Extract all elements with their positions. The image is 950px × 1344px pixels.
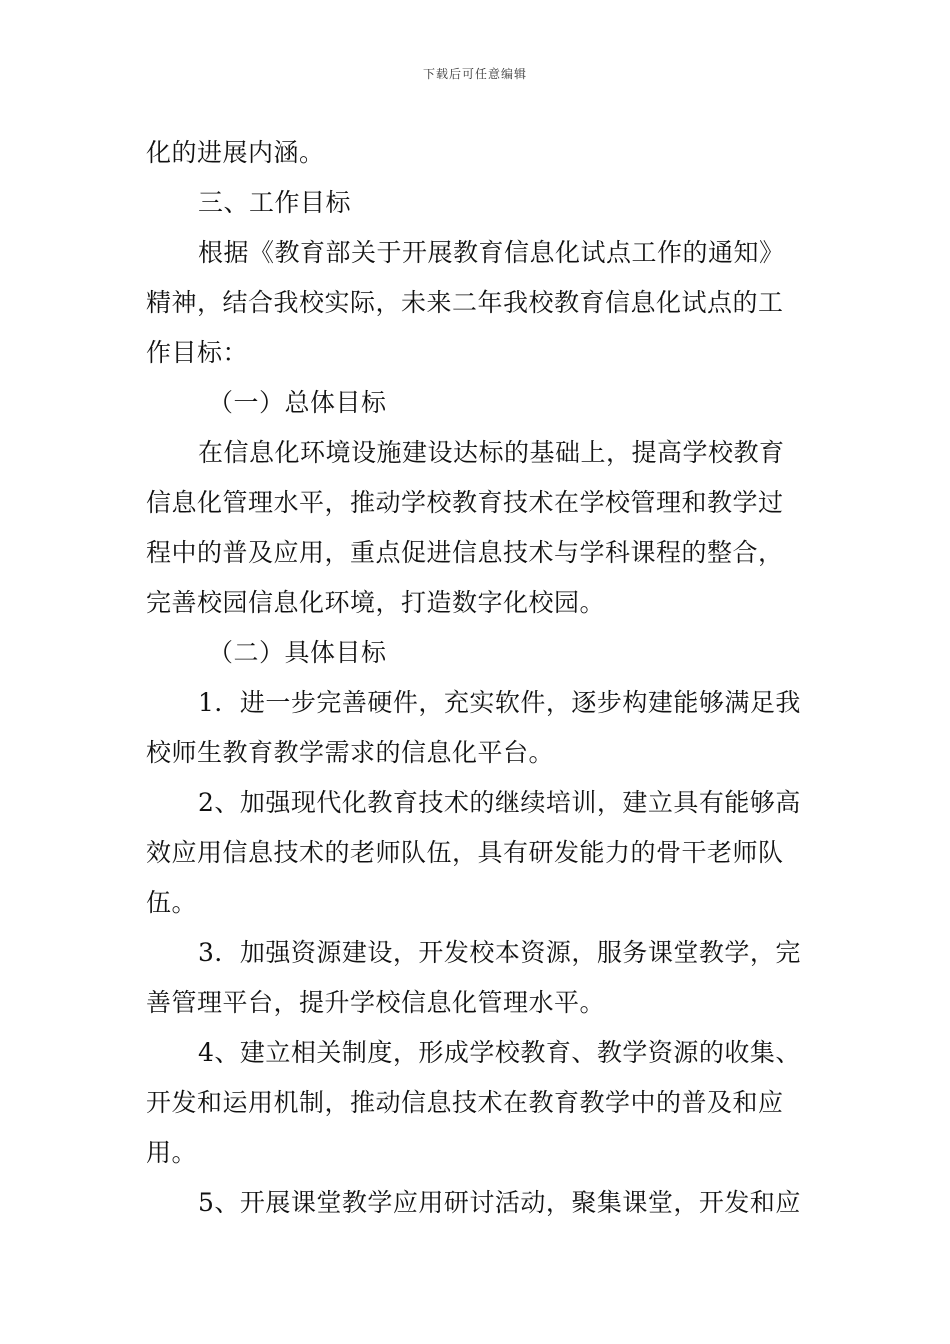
- list-item-line: 用。: [146, 1138, 198, 1167]
- text-line: 信息化管理水平，推动学校教育技术在学校管理和教学过: [146, 488, 784, 517]
- list-item-line: 2、加强现代化教育技术的继续培训，建立具有能够高: [198, 788, 801, 817]
- text-line: 完善校园信息化环境，打造数字化校园。: [146, 588, 606, 617]
- subsection-heading: （二）具体目标: [208, 638, 387, 667]
- text-line: 精神，结合我校实际，未来二年我校教育信息化试点的工: [146, 288, 784, 317]
- list-item-line: 3．加强资源建设，开发校本资源，服务课堂教学，完: [198, 938, 801, 967]
- text-line: 化的进展内涵。: [146, 138, 325, 167]
- list-item-line: 校师生教育教学需求的信息化平台。: [146, 738, 555, 767]
- page-header: 下载后可任意编辑: [422, 67, 527, 81]
- text-line: 程中的普及应用，重点促进信息技术与学科课程的整合，: [146, 538, 784, 567]
- text-line: 作目标：: [146, 338, 249, 367]
- text-line: 根据《教育部关于开展教育信息化试点工作的通知》: [198, 238, 785, 267]
- list-item-line: 5、开展课堂教学应用研讨活动，聚集课堂，开发和应: [198, 1188, 801, 1217]
- section-heading: 三、工作目标: [198, 188, 352, 217]
- list-item-line: 效应用信息技术的老师队伍，具有研发能力的骨干老师队: [146, 838, 784, 867]
- list-item-line: 善管理平台，提升学校信息化管理水平。: [146, 988, 606, 1017]
- list-item-line: 4、建立相关制度，形成学校教育、教学资源的收集、: [198, 1038, 801, 1067]
- list-item-line: 开发和运用机制，推动信息技术在教育教学中的普及和应: [146, 1088, 784, 1117]
- list-item-line: 1．进一步完善硬件，充实软件，逐步构建能够满足我: [198, 688, 801, 717]
- list-item-line: 伍。: [146, 888, 198, 917]
- text-line: 在信息化环境设施建设达标的基础上，提高学校教育: [198, 438, 785, 467]
- document-body: [146, 128, 810, 1228]
- subsection-heading: （一）总体目标: [208, 388, 387, 417]
